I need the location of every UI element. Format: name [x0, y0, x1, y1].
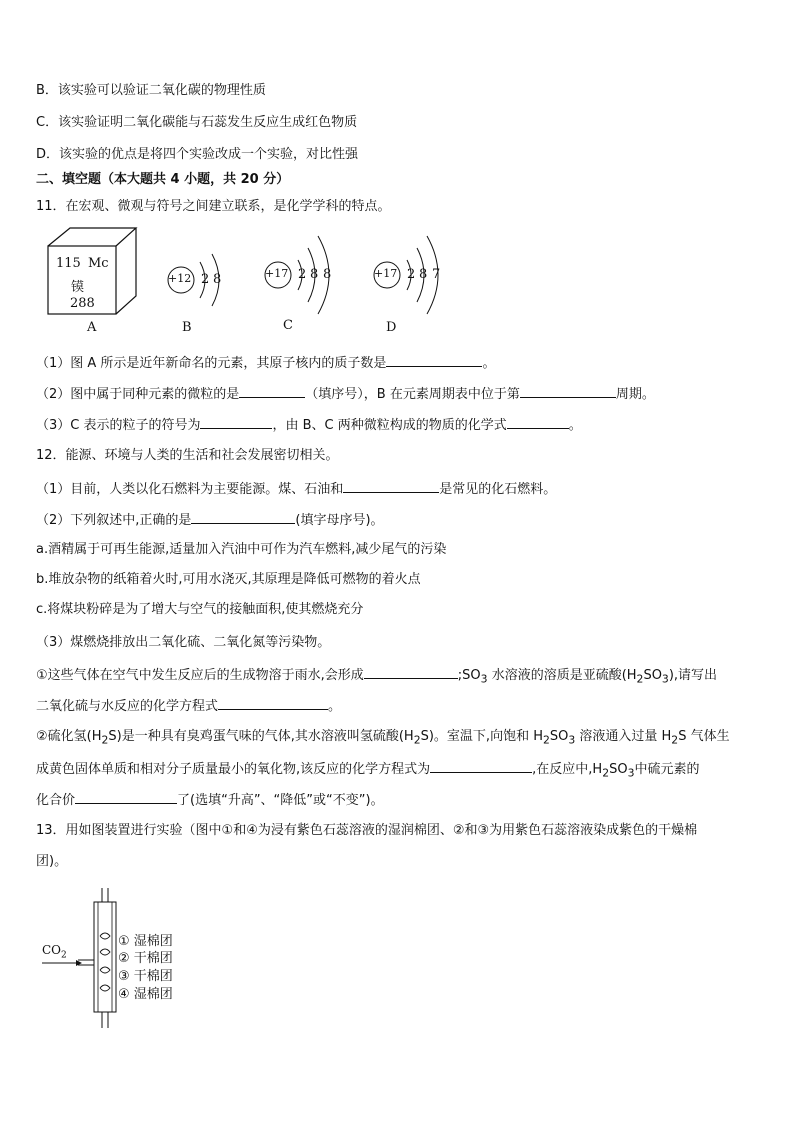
- element-symbol: Mc: [88, 256, 109, 271]
- text-run: S)是一种具有臭鸡蛋气味的气体,其水溶液叫氢硫酸(H: [108, 729, 414, 744]
- answer-blank[interactable]: [191, 510, 295, 524]
- answer-blank[interactable]: [520, 384, 616, 398]
- answer-blank[interactable]: [343, 479, 439, 493]
- answer-blank[interactable]: [386, 353, 482, 367]
- subscript: 2: [636, 672, 644, 686]
- figure-label-a: A: [87, 320, 97, 335]
- q11-part-1-end: 。: [482, 356, 496, 371]
- text-run: 溶液通入过量 H: [575, 729, 672, 744]
- shell-d-2: 8: [419, 267, 428, 282]
- text-run: 成黄色固体单质和相对分子质量最小的氧化物,该反应的化学方程式为: [36, 762, 431, 777]
- q12-part-1-end: 是常见的化石燃料。: [439, 482, 557, 497]
- shell-d-1: 2: [407, 267, 416, 282]
- q12-sub-2: [36, 728, 730, 750]
- text-run: ②硫化氢(H: [36, 729, 102, 744]
- atom-diagram-c: [262, 232, 352, 318]
- nucleus-charge-d: +17: [374, 267, 398, 280]
- cotton-label-3: ③ 干棉团: [118, 969, 173, 984]
- q11-part-2-end: 周期。: [615, 387, 655, 402]
- text-run: 水溶液的溶质是亚硫酸(H: [487, 668, 637, 683]
- subscript: 3: [568, 733, 576, 747]
- q12-sub-1-cont: [36, 696, 341, 716]
- subscript: 2: [542, 733, 550, 747]
- shell-b-1: 2: [201, 272, 210, 287]
- shell-d-3: 7: [432, 267, 441, 282]
- q12-part-1: [36, 479, 556, 499]
- q12-sub-1-text: ①这些气体在空气中发生反应后的生成物溶于雨水,会形成: [36, 668, 364, 683]
- text-run: S 气体生: [678, 729, 730, 744]
- q12-part-3: （3）煤燃烧排放出二氧化硫、二氧化氮等污染物。: [36, 635, 331, 650]
- element-cube-figure: [46, 226, 146, 318]
- q12-part-2-text: （2）下列叙述中,正确的是: [36, 513, 192, 528]
- cotton-label-4: ④ 湿棉团: [118, 987, 173, 1002]
- q12-sub-1: [36, 665, 717, 689]
- shell-c-3: 8: [323, 267, 332, 282]
- q12-part-1-text: （1）目前，人类以化石燃料为主要能源。煤、石油和: [36, 482, 344, 497]
- subscript: 3: [480, 672, 488, 686]
- subscript: 3: [661, 672, 669, 686]
- text-run: SO: [549, 729, 569, 744]
- q12-option-b: b.堆放杂物的纸箱着火时,可用水浇灭,其原理是降低可燃物的着火点: [36, 572, 421, 587]
- cotton-label-2: ② 干棉团: [118, 951, 173, 966]
- q12-sub-2-cont2: [36, 790, 384, 810]
- q11-part-1-text: （1）图 A 所示是近年新命名的元素，其原子核内的质子数是: [36, 356, 387, 371]
- text-run: S)。室温下,向饱和 H: [420, 729, 543, 744]
- q12-option-a: a.酒精属于可再生能源,适量加入汽油中可作为汽车燃料,减少尾气的污染: [36, 542, 447, 557]
- text-run: 中硫元素的: [634, 762, 700, 777]
- nucleus-charge-c: +17: [265, 267, 289, 280]
- q12-part-2-end: (填字母序号)。: [295, 513, 384, 528]
- co2-apparatus-figure: [38, 888, 238, 1030]
- q12-option-c: c.将煤块粉碎是为了增大与空气的接触面积,使其燃烧充分: [36, 602, 364, 617]
- q11-part-1: [36, 353, 495, 373]
- option-d: D．该实验的优点是将四个实验改成一个实验，对比性强: [36, 147, 359, 162]
- q11-part-2: [36, 384, 655, 404]
- subscript: 2: [671, 733, 679, 747]
- figure-label-d: D: [386, 320, 397, 335]
- q11-part-2-mid: （填序号），B 在元素周期表中位于第: [305, 387, 520, 402]
- answer-blank[interactable]: [239, 384, 305, 398]
- subscript: 2: [602, 766, 610, 780]
- atom-diagram-d: [371, 232, 461, 318]
- subscript: 2: [413, 733, 421, 747]
- figure-label-c: C: [283, 318, 293, 333]
- question-11-stem: 11．在宏观、微观与符号之间建立联系，是化学学科的特点。: [36, 199, 391, 214]
- q11-part-3-end: 。: [568, 418, 582, 433]
- element-number: 115: [56, 256, 81, 271]
- option-b: B．该实验可以验证二氧化碳的物理性质: [36, 83, 266, 98]
- text-run: 了(选填“升高”、“降低”或“不变”)。: [177, 793, 384, 808]
- q11-part-3: [36, 415, 582, 435]
- q11-part-3-text: （3）C 表示的粒子的符号为: [36, 418, 201, 433]
- text-run: SO: [609, 762, 628, 777]
- figure-label-b: B: [182, 320, 192, 335]
- answer-blank[interactable]: [200, 415, 272, 429]
- answer-blank[interactable]: [75, 790, 177, 804]
- text-run: 二氧化硫与水反应的化学方程式: [36, 699, 219, 714]
- question-13-stem: 13．用如图装置进行实验（图中①和④为浸有紫色石蕊溶液的湿润棉团、②和③为用紫色石蕊溶液染成紫色的干燥棉: [36, 823, 698, 838]
- q12-part-2: [36, 510, 384, 530]
- text-run: 化合价: [36, 793, 76, 808]
- shell-b-2: 8: [213, 272, 222, 287]
- section-title: 二、填空题（本大题共 4 小题，共 20 分）: [36, 172, 290, 187]
- subscript: 2: [61, 950, 67, 961]
- gas-label: [42, 943, 67, 960]
- atom-diagram-b: [164, 250, 234, 310]
- text-run: ;SO: [457, 668, 481, 683]
- element-mass: 288: [70, 296, 95, 311]
- text-run: SO: [643, 668, 662, 683]
- question-13-stem-cont: 团)。: [36, 854, 68, 869]
- text-run: 。: [328, 699, 342, 714]
- gas-formula: CO: [42, 943, 62, 957]
- element-name: 镆: [71, 280, 85, 295]
- shell-c-2: 8: [310, 267, 319, 282]
- shell-c-1: 2: [298, 267, 307, 282]
- question-12-stem: 12．能源、环境与人类的生活和社会发展密切相关。: [36, 448, 339, 463]
- answer-blank[interactable]: [364, 665, 458, 679]
- text-run: ),请写出: [668, 668, 718, 683]
- answer-blank[interactable]: [507, 415, 569, 429]
- q11-part-3-mid: ，由 B、C 两种微粒构成的物质的化学式: [272, 418, 507, 433]
- q11-part-2-text: （2）图中属于同种元素的微粒的是: [36, 387, 240, 402]
- subscript: 2: [101, 733, 109, 747]
- nucleus-charge-b: +12: [168, 272, 192, 285]
- subscript: 3: [627, 766, 635, 780]
- text-run: ,在反应中,H: [532, 762, 603, 777]
- answer-blank[interactable]: [430, 759, 532, 773]
- answer-blank[interactable]: [218, 696, 328, 710]
- cotton-label-1: ① 湿棉团: [118, 934, 173, 949]
- q12-sub-2-cont: [36, 759, 699, 783]
- option-c: C．该实验证明二氧化碳能与石蕊发生反应生成红色物质: [36, 115, 358, 130]
